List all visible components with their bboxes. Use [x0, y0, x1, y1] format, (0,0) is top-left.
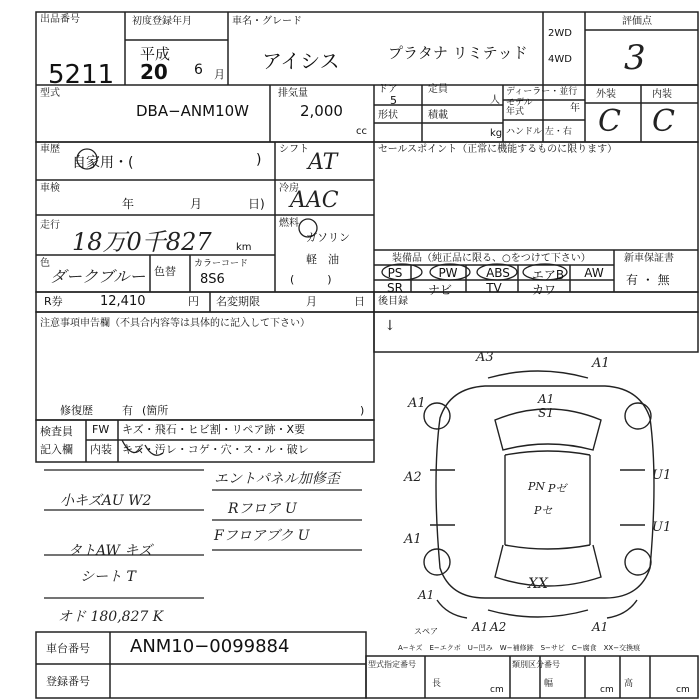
repair-close: ) [360, 404, 365, 417]
color-label: 色 [40, 258, 50, 269]
equip-sr: SR [387, 281, 403, 295]
equip-airbag: エアB [531, 268, 565, 282]
reg-month: 6 [194, 62, 203, 78]
history-label: 車歴 [40, 144, 60, 155]
reg-month-unit: 月 [214, 68, 225, 81]
recycle-label: R券 [44, 295, 63, 308]
color-code: 8S6 [200, 272, 225, 287]
era: 平成 [140, 45, 171, 63]
capacity-label: 定員 [428, 84, 448, 95]
grade: プラタナ リミテッド [388, 44, 528, 62]
exterior-grade: C [598, 104, 621, 139]
reg-year: 20 [140, 60, 168, 84]
height-unit: cm [676, 685, 690, 695]
fuel-diesel: 軽 油 [306, 253, 339, 266]
width-label: 幅 [544, 679, 554, 689]
mileage-label: 走行 [40, 220, 60, 231]
note-line-3: Rフロア U [228, 501, 297, 517]
name-grade-label: 車名・グレード [232, 16, 302, 27]
note-line-1: エントパネル加修歪 [214, 471, 340, 487]
dealer-label: ディーラー・並行 [506, 87, 578, 97]
model-label: 型式 [40, 88, 60, 99]
mark-left-a1-top: A1 [408, 396, 426, 411]
mark-left-a1-mid: A1 [404, 532, 422, 547]
mark-bottom-a1: A1 [472, 620, 489, 634]
load-label: 積載 [428, 110, 448, 121]
fw-tag: FW [92, 423, 110, 436]
fuel-label: 燃料 [279, 218, 299, 229]
displacement-label: 排気量 [278, 88, 308, 99]
rear-seat-label: 後目録 [378, 296, 408, 307]
mark-rear-xx: XX [528, 576, 548, 592]
rear-seat-mark: ↓ [384, 318, 396, 334]
mileage-unit: km [236, 242, 252, 253]
repair-value: 有 [122, 404, 133, 417]
model-year-unit: 年 [570, 103, 580, 114]
color-change-label: 色替 [154, 265, 176, 278]
score-label: 評価点 [622, 16, 652, 27]
color-code-label: カラーコード [194, 259, 249, 269]
equipment-label: 装備品（純正品に限る、○をつけて下さい） [392, 253, 591, 264]
width-unit: cm [600, 685, 614, 695]
frame-label: 車台番号 [46, 642, 90, 655]
mark-center-pze: Pゼ [548, 482, 567, 495]
mark-top-a3: A3 [476, 350, 494, 365]
interior-items: キズ・汚レ・コゲ・穴・ス・ル・破レ [122, 443, 309, 456]
fw-items: キズ・飛石・ヒビ割・リペア跡・X要 [122, 423, 306, 436]
equip-leather: カワ [531, 283, 556, 297]
frame-number: ANM10−0099884 [130, 636, 290, 657]
interior-grade: C [652, 104, 675, 139]
mark-center-pse: Pセ [534, 504, 553, 517]
reg-number-label: 登録番号 [46, 675, 90, 688]
fuel-other: ( ) [290, 273, 332, 286]
displacement-value: 2,000 [300, 102, 343, 120]
inspector-entry-label: 記入欄 [40, 443, 73, 456]
mark-right-u1-bottom: U1 [652, 520, 672, 535]
inspection-label: 車検 [40, 183, 60, 194]
recycle-unit: 円 [188, 295, 199, 308]
equip-tv: TV [486, 281, 502, 295]
first-reg-label: 初度登録年月 [132, 16, 192, 27]
doors-label: ドア [378, 84, 398, 95]
mark-top-a1: A1 [592, 356, 610, 371]
damage-legend: A−キズ E−エクボ U−凹み W−補修跡 S−サビ C−腐食 XX−交換痕 [398, 644, 641, 652]
car-name: アイシス [262, 49, 340, 73]
interior-label: 内装 [652, 89, 672, 100]
mark-left-a2: A2 [404, 470, 422, 485]
color-value: ダークブルー [50, 267, 146, 286]
displacement-unit: cc [356, 126, 367, 137]
name-change-day: 日 [354, 295, 365, 308]
inspector-label: 検査員 [40, 425, 73, 438]
equip-aw: AW [584, 266, 604, 280]
note-line-4: Fフロアブク U [214, 528, 310, 544]
length-unit: cm [490, 685, 504, 695]
drive-4wd: 4WD [548, 54, 572, 65]
inspection-month-unit: 月 [190, 197, 203, 211]
equip-ps: PS [387, 266, 403, 280]
notes-label: 注意事項申告欄（不具合内容等は具体的に記入して下さい） [40, 318, 310, 329]
mark-front-a1: A1 [538, 392, 555, 406]
inspection-day-unit: 日) [248, 197, 265, 211]
ac-value: AAC [290, 188, 339, 213]
equip-pw: PW [438, 266, 458, 280]
equip-abs: ABS [486, 266, 510, 280]
doors-value: 5 [390, 94, 397, 107]
mileage-value: 18万0千827 [72, 228, 212, 256]
repair-part: (箇所 [142, 404, 169, 417]
note-line-5: タトAW キズ [68, 543, 153, 559]
fuel-gasoline: ガソリン [306, 231, 350, 244]
shift-label: シフト [279, 144, 309, 155]
name-change-label: 名変期限 [216, 295, 260, 308]
note-line-7: オド 180,827 K [58, 609, 164, 625]
ac-label: 冷房 [279, 183, 299, 194]
note-line-2: 小キズAU W2 [60, 493, 152, 509]
length-label: 長 [432, 679, 442, 689]
mark-front-s1: S1 [538, 406, 554, 420]
mark-bottom-a1-left: A1 [418, 588, 435, 602]
sales-point-label: セールスポイント（正常に機能するものに限ります） [378, 144, 618, 155]
mark-bottom-a1-right: A1 [592, 620, 609, 634]
repair-label: 修復歴 [60, 404, 93, 417]
equip-navi: ナビ [427, 283, 452, 297]
capacity-unit: 人 [490, 95, 500, 106]
name-change-month: 月 [306, 295, 317, 308]
history-close: ) [256, 152, 262, 168]
exterior-label: 外装 [596, 89, 616, 100]
model-code: DBA−ANM10W [136, 102, 250, 120]
drive-2wd: 2WD [548, 28, 572, 39]
mark-right-u1-top: U1 [652, 468, 672, 483]
class-number-label: 類別区分番号 [512, 660, 560, 669]
form-designation-label: 型式指定番号 [368, 660, 416, 669]
score-value: 3 [624, 38, 646, 78]
inspection-year-unit: 年 [122, 197, 135, 211]
lot-number: 5211 [48, 60, 115, 90]
lot-label: 出品番号 [40, 14, 80, 25]
handle-label: ハンドル 左・右 [506, 127, 572, 137]
note-line-6: シート T [80, 569, 136, 585]
model-year-label: モデル 年式 [506, 98, 533, 117]
spare-label: スペア [414, 627, 438, 636]
history-value: 自家用・( [72, 155, 134, 171]
warranty-value: 有 ・ 無 [626, 273, 670, 287]
height-label: 高 [624, 679, 634, 689]
mark-bottom-a2: A2 [490, 620, 507, 634]
shift-value: AT [308, 150, 338, 175]
mark-center-pn: PN [528, 480, 546, 493]
load-unit: kg [490, 128, 503, 139]
shape-label: 形状 [378, 110, 398, 121]
warranty-label: 新車保証書 [624, 253, 674, 264]
recycle-value: 12,410 [100, 294, 146, 309]
interior-tag: 内装 [90, 443, 112, 456]
